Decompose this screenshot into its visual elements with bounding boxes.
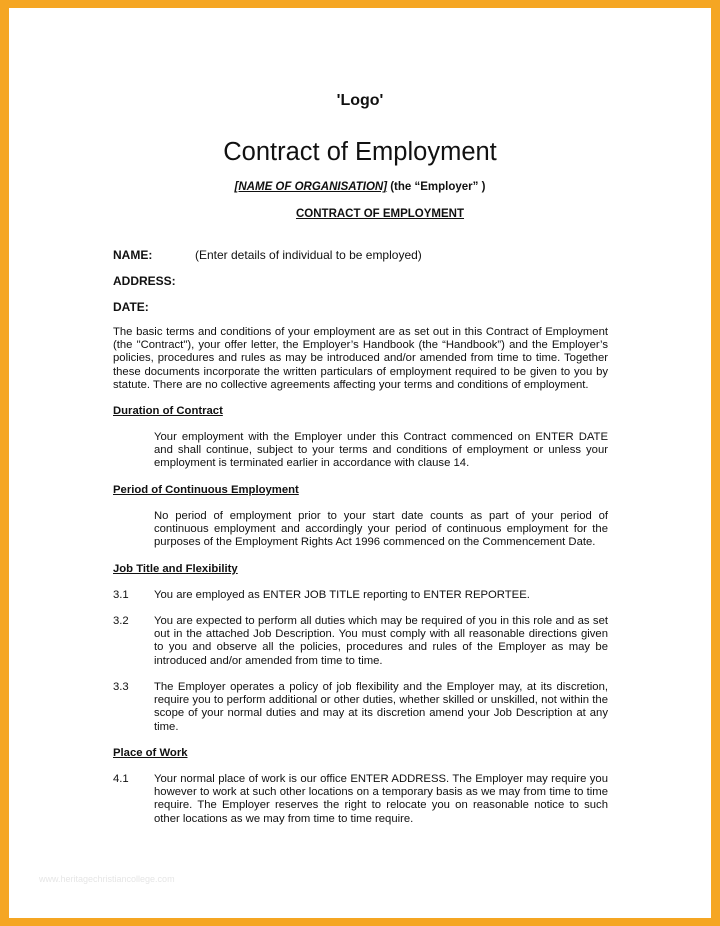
clause-number: 3.3	[113, 681, 129, 693]
date-field	[113, 300, 149, 314]
address-label: ADDRESS:	[113, 274, 176, 288]
name-field-label	[113, 248, 152, 262]
continuous-heading: Period of Continuous Employment	[113, 484, 299, 496]
document-page	[9, 8, 711, 918]
duration-heading: Duration of Contract	[113, 405, 223, 417]
clause-number: 3.2	[113, 615, 129, 627]
logo-placeholder: 'Logo'	[336, 92, 384, 109]
watermark-text: www.heritagechristiancollege.com	[39, 874, 175, 884]
clause-number: 4.1	[113, 773, 129, 785]
name-label: NAME:	[113, 248, 153, 262]
clause-number: 3.1	[113, 589, 129, 601]
intro-paragraph: The basic terms and conditions of your employment are as set out in this Contract of Employment (the "Contract"), your offer letter, the Employer’s Handbook (the “Handbook”) and the Employer’s policies, procedures and rules as may be introduced and/or amended from time to time. Together these documents incorporate the written particulars of employment required to be given to you by statute. There are no collective agreements affecting your terms and conditions of employment.	[113, 326, 608, 391]
employer-suffix: (the “Employer” )	[387, 181, 486, 193]
continuous-text: No period of employment prior to your start date counts as part of your period of continuous employment and accordingly your period of continuous employment for the purposes of the Employment Rights Act 1996 commenced on the Commencement Date.	[154, 510, 608, 549]
duration-text: Your employment with the Employer under this Contract commenced on ENTER DATE and shall continue, subject to your terms and conditions of employment or unless your employment is terminated earlier in accordance with clause 14.	[154, 431, 608, 470]
place-of-work-heading: Place of Work	[113, 747, 188, 759]
date-label: DATE:	[113, 300, 149, 314]
clause-text: You are employed as ENTER JOB TITLE reporting to ENTER REPORTEE.	[154, 589, 530, 601]
job-title-heading: Job Title and Flexibility	[113, 563, 238, 575]
organisation-line	[9, 181, 711, 193]
clause-text: You are expected to perform all duties which may be required of you in this role and as set out in the attached Job Description. You must comply with all reasonable directions given to you and observe all the policies, procedures and rules of the Employer as may be introduced and/or amended from time to time.	[154, 615, 608, 667]
name-field-value: (Enter details of individual to be employed)	[195, 248, 422, 262]
clause-text: Your normal place of work is our office ENTER ADDRESS. The Employer may require you however to work at such other locations on a temporary basis as we may from time to time require. The Employer reserves the right to relocate you on reasonable notice to such other locations as we may from time to time require.	[154, 773, 608, 825]
document-title: Contract of Employment	[223, 138, 497, 166]
clause-text: The Employer operates a policy of job flexibility and the Employer may, at its discretion, require you to perform additional or other duties, whether skilled or unskilled, not within the scope of your normal duties and may at its discretion amend your Job Description at any time.	[154, 681, 608, 733]
address-field	[113, 274, 176, 288]
organisation-placeholder: [NAME OF ORGANISATION]	[234, 181, 388, 193]
contract-subtitle: CONTRACT OF EMPLOYMENT	[295, 208, 465, 220]
